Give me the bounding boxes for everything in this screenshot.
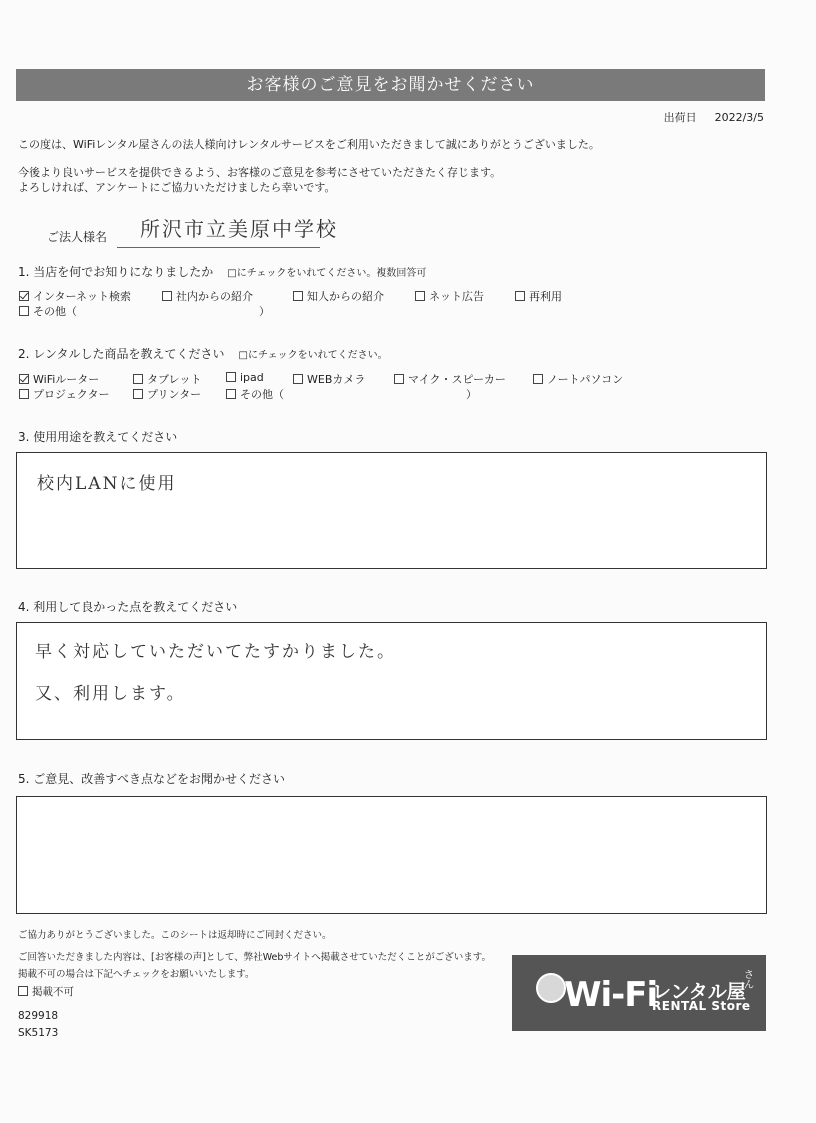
company-logo <box>512 955 766 1031</box>
q3-answer: 校内LANに使用 <box>37 474 177 494</box>
q2-note: □にチェックをいれてください。 <box>238 350 388 361</box>
logo-wifi-text: Wi-Fi <box>564 975 658 1015</box>
corp-name-field[interactable]: 所沢市立美原中学校 <box>140 217 338 241</box>
q1-label: 1. 当店を何でお知りになりましたか <box>18 265 214 279</box>
code-1: 829918 <box>18 1010 59 1022</box>
q2-option-ipad[interactable]: ipad <box>226 371 264 384</box>
q2-option-tablet[interactable]: タブレット <box>133 371 201 387</box>
checkbox-icon[interactable] <box>293 374 303 384</box>
q4-answer-line-1: 早く対応していただいてたすかりました。 <box>35 642 396 662</box>
q4-label: 4. 利用して良かった点を教えてください <box>18 600 238 614</box>
q2-label: 2. レンタルした商品を教えてください <box>18 347 225 361</box>
checkbox-icon[interactable] <box>133 374 143 384</box>
logo-rental-text: レンタル屋 <box>652 981 746 1003</box>
q2-option-web-camera[interactable]: WEBカメラ <box>293 371 365 387</box>
q1-note: □にチェックをいれてください。複数回答可 <box>227 268 427 279</box>
checkbox-checked-icon[interactable] <box>19 291 29 301</box>
checkbox-icon[interactable] <box>19 306 29 316</box>
q2-option-projector[interactable]: プロジェクター <box>19 386 110 402</box>
ship-date-value: 2022/3/5 <box>714 111 764 124</box>
checkbox-icon[interactable] <box>394 374 404 384</box>
no-publish-option[interactable]: 掲載不可 <box>18 984 74 999</box>
corp-name-underline <box>117 247 320 248</box>
q1-option-internet[interactable]: インターネット検索 <box>19 288 131 304</box>
checkbox-icon[interactable] <box>515 291 525 301</box>
checkbox-icon[interactable] <box>533 374 543 384</box>
q2-other-close: ） <box>466 388 477 401</box>
q5-answer-box[interactable] <box>16 796 767 914</box>
intro-line-3: よろしければ、アンケートにご協力いただけましたら幸いです。 <box>18 181 336 194</box>
q1-other-close: ） <box>259 305 270 318</box>
logo-store-text: RENTAL Store <box>652 999 751 1013</box>
q1-option-internal[interactable]: 社内からの紹介 <box>162 288 253 304</box>
q3-label: 3. 使用用途を教えてください <box>18 430 178 444</box>
ship-date <box>664 109 764 125</box>
q1-option-reuse[interactable]: 再利用 <box>515 288 562 304</box>
page-title: お客様のご意見をお聞かせください <box>16 69 765 101</box>
checkbox-icon[interactable] <box>18 986 28 996</box>
checkbox-icon[interactable] <box>226 389 236 399</box>
q1-option-acquaintance[interactable]: 知人からの紹介 <box>293 288 384 304</box>
checkbox-checked-icon[interactable] <box>19 374 29 384</box>
q2-option-mic-speaker[interactable]: マイク・スピーカー <box>394 371 506 387</box>
q2-option-wifi-router[interactable]: WiFiルーター <box>19 371 99 387</box>
intro-line-1: この度は、WiFiレンタル屋さんの法人様向けレンタルサービスをご利用いただきまして誠にありがとうございました。 <box>18 138 600 151</box>
footer-publish-line-1: ご回答いただきました内容は、[お客様の声]として、弊社Webサイトへ掲載させていただくことがございます。 <box>18 952 492 963</box>
q1-option-net-ad[interactable]: ネット広告 <box>415 288 484 304</box>
checkbox-icon[interactable] <box>415 291 425 301</box>
footer-publish-line-2: 掲載不可の場合は下記へチェックをお願いいたします。 <box>18 969 255 980</box>
q4-answer-box[interactable] <box>16 622 767 740</box>
q2-heading <box>18 345 388 362</box>
q2-option-laptop[interactable]: ノートパソコン <box>533 371 623 387</box>
q1-option-other[interactable]: その他（ <box>19 303 77 319</box>
q2-option-other[interactable]: その他（ <box>226 386 284 402</box>
checkbox-icon[interactable] <box>162 291 172 301</box>
mascot-icon <box>536 973 566 1003</box>
q1-heading <box>18 263 426 280</box>
code-2: SK5173 <box>18 1027 59 1039</box>
checkbox-icon[interactable] <box>19 389 29 399</box>
ship-date-label: 出荷日 <box>663 111 697 124</box>
checkbox-icon[interactable] <box>226 372 236 382</box>
checkbox-icon[interactable] <box>133 389 143 399</box>
checkbox-icon[interactable] <box>293 291 303 301</box>
intro-line-2: 今後より良いサービスを提供できるよう、お客様のご意見を参考にさせていただきたく存じます。 <box>18 166 502 179</box>
logo-san-text: さん <box>744 970 754 991</box>
q5-label: 5. ご意見、改善すべき点などをお聞かせください <box>18 772 286 786</box>
q4-answer-line-2: 又、利用します。 <box>35 684 186 704</box>
footer-thanks: ご協力ありがとうございました。このシートは返却時にご同封ください。 <box>18 930 332 941</box>
corp-name-label: ご法人様名 <box>47 230 108 244</box>
q3-answer-box[interactable] <box>16 452 767 569</box>
q2-option-printer[interactable]: プリンター <box>133 386 201 402</box>
